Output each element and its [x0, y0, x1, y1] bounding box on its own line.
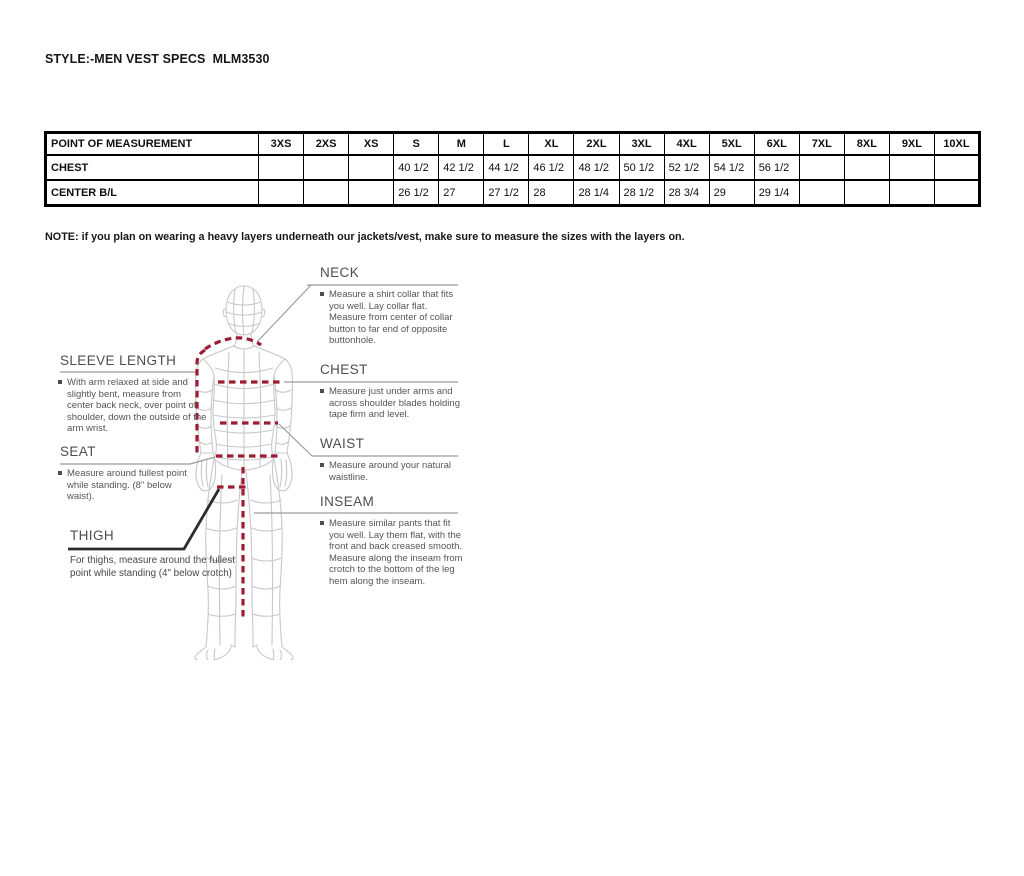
seat-leader-line — [190, 457, 215, 464]
size-cell — [304, 180, 349, 206]
size-cell — [304, 155, 349, 180]
sleeve-length-label: SLEEVE LENGTH — [60, 353, 177, 368]
size-cell: 46 1/2 — [529, 155, 574, 180]
size-cell: 28 1/4 — [574, 180, 619, 206]
size-cell — [349, 180, 394, 206]
column-header: 9XL — [889, 133, 934, 156]
column-header: 3XL — [619, 133, 664, 156]
size-cell: 29 1/4 — [754, 180, 799, 206]
column-header: 2XL — [574, 133, 619, 156]
table-header-row — [46, 133, 980, 156]
size-cell: 28 3/4 — [664, 180, 709, 206]
seat-description-text: Measure around fullest point while standing. (8" below waist). — [67, 468, 187, 502]
size-cell — [259, 155, 304, 180]
column-header: 3XS — [259, 133, 304, 156]
column-header: 10XL — [934, 133, 979, 156]
chest-description-text: Measure just under arms and across shoulder blades holding tape firm and level. — [329, 386, 460, 420]
size-cell — [844, 155, 889, 180]
column-header: 6XL — [754, 133, 799, 156]
column-header: M — [439, 133, 484, 156]
bullet-icon — [58, 471, 62, 475]
bullet-icon — [320, 463, 324, 467]
size-cell: 29 — [709, 180, 754, 206]
column-header: 7XL — [799, 133, 844, 156]
waist-leader-line — [279, 424, 312, 456]
bullet-icon — [320, 292, 324, 296]
size-cell — [259, 180, 304, 206]
size-cell: 40 1/2 — [394, 155, 439, 180]
size-cell: 27 — [439, 180, 484, 206]
size-cell — [799, 180, 844, 206]
waist-label: WAIST — [320, 436, 365, 451]
inseam-description — [320, 518, 468, 587]
table-row-chest — [46, 155, 980, 180]
bullet-icon — [320, 521, 324, 525]
inseam-description-text: Measure similar pants that fit you well. Lay them flat, with the front and back creased smooth. Measure along the inseam from crotch to the bottom of the leg hem along the inseam. — [329, 518, 463, 587]
size-cell: 56 1/2 — [754, 155, 799, 180]
neck-description — [320, 289, 462, 347]
inseam-label: INSEAM — [320, 494, 375, 509]
neck-description-text: Measure a shirt collar that fits you well. Lay collar flat. Measure from center of collar button to far end of opposite buttonhole. — [329, 289, 454, 346]
size-cell — [844, 180, 889, 206]
waist-description-text: Measure around your natural waistline. — [329, 460, 451, 483]
thigh-label: THIGH — [70, 528, 114, 543]
row-label: CENTER B/L — [46, 180, 259, 206]
column-header: 4XL — [664, 133, 709, 156]
size-cell — [889, 155, 934, 180]
chest-description — [320, 386, 470, 421]
bullet-icon — [58, 380, 62, 384]
size-cell: 28 1/2 — [619, 180, 664, 206]
column-header: L — [484, 133, 529, 156]
size-cell: 28 — [529, 180, 574, 206]
sleeve-length-description-text: With arm relaxed at side and slightly bent, measure from center back neck, over point of shoulder, down the outside of the arm wrist. — [67, 377, 207, 434]
column-header: 2XS — [304, 133, 349, 156]
layering-note: NOTE: if you plan on wearing a heavy layers underneath our jackets/vest, make sure to measure the sizes with the layers on. — [45, 231, 685, 243]
sleeve-length-description — [58, 377, 208, 435]
column-header: 5XL — [709, 133, 754, 156]
table-row-center-bl — [46, 180, 980, 206]
size-cell — [889, 180, 934, 206]
column-header: XL — [529, 133, 574, 156]
column-header: XS — [349, 133, 394, 156]
size-cell: 52 1/2 — [664, 155, 709, 180]
bullet-icon — [320, 389, 324, 393]
size-cell: 26 1/2 — [394, 180, 439, 206]
chest-label: CHEST — [320, 362, 368, 377]
thigh-description — [70, 554, 235, 580]
size-cell — [799, 155, 844, 180]
row-label: CHEST — [46, 155, 259, 180]
size-cell: 42 1/2 — [439, 155, 484, 180]
measurement-diagram — [50, 260, 470, 660]
waist-description — [320, 460, 460, 483]
seat-label: SEAT — [60, 444, 96, 459]
column-header: 8XL — [844, 133, 889, 156]
column-header: S — [394, 133, 439, 156]
page-title: STYLE:-MEN VEST SPECS MLM3530 — [45, 52, 270, 66]
size-cell: 27 1/2 — [484, 180, 529, 206]
size-cell — [934, 180, 979, 206]
seat-description — [58, 468, 193, 503]
size-spec-table — [44, 131, 981, 207]
column-header-point-of-measurement: POINT OF MEASUREMENT — [46, 133, 259, 156]
size-cell: 44 1/2 — [484, 155, 529, 180]
size-cell — [349, 155, 394, 180]
thigh-description-text: For thighs, measure around the fullest point while standing (4" below crotch) — [70, 555, 236, 579]
neck-label: NECK — [320, 265, 360, 280]
size-cell — [934, 155, 979, 180]
size-cell: 54 1/2 — [709, 155, 754, 180]
size-cell: 48 1/2 — [574, 155, 619, 180]
size-cell: 50 1/2 — [619, 155, 664, 180]
